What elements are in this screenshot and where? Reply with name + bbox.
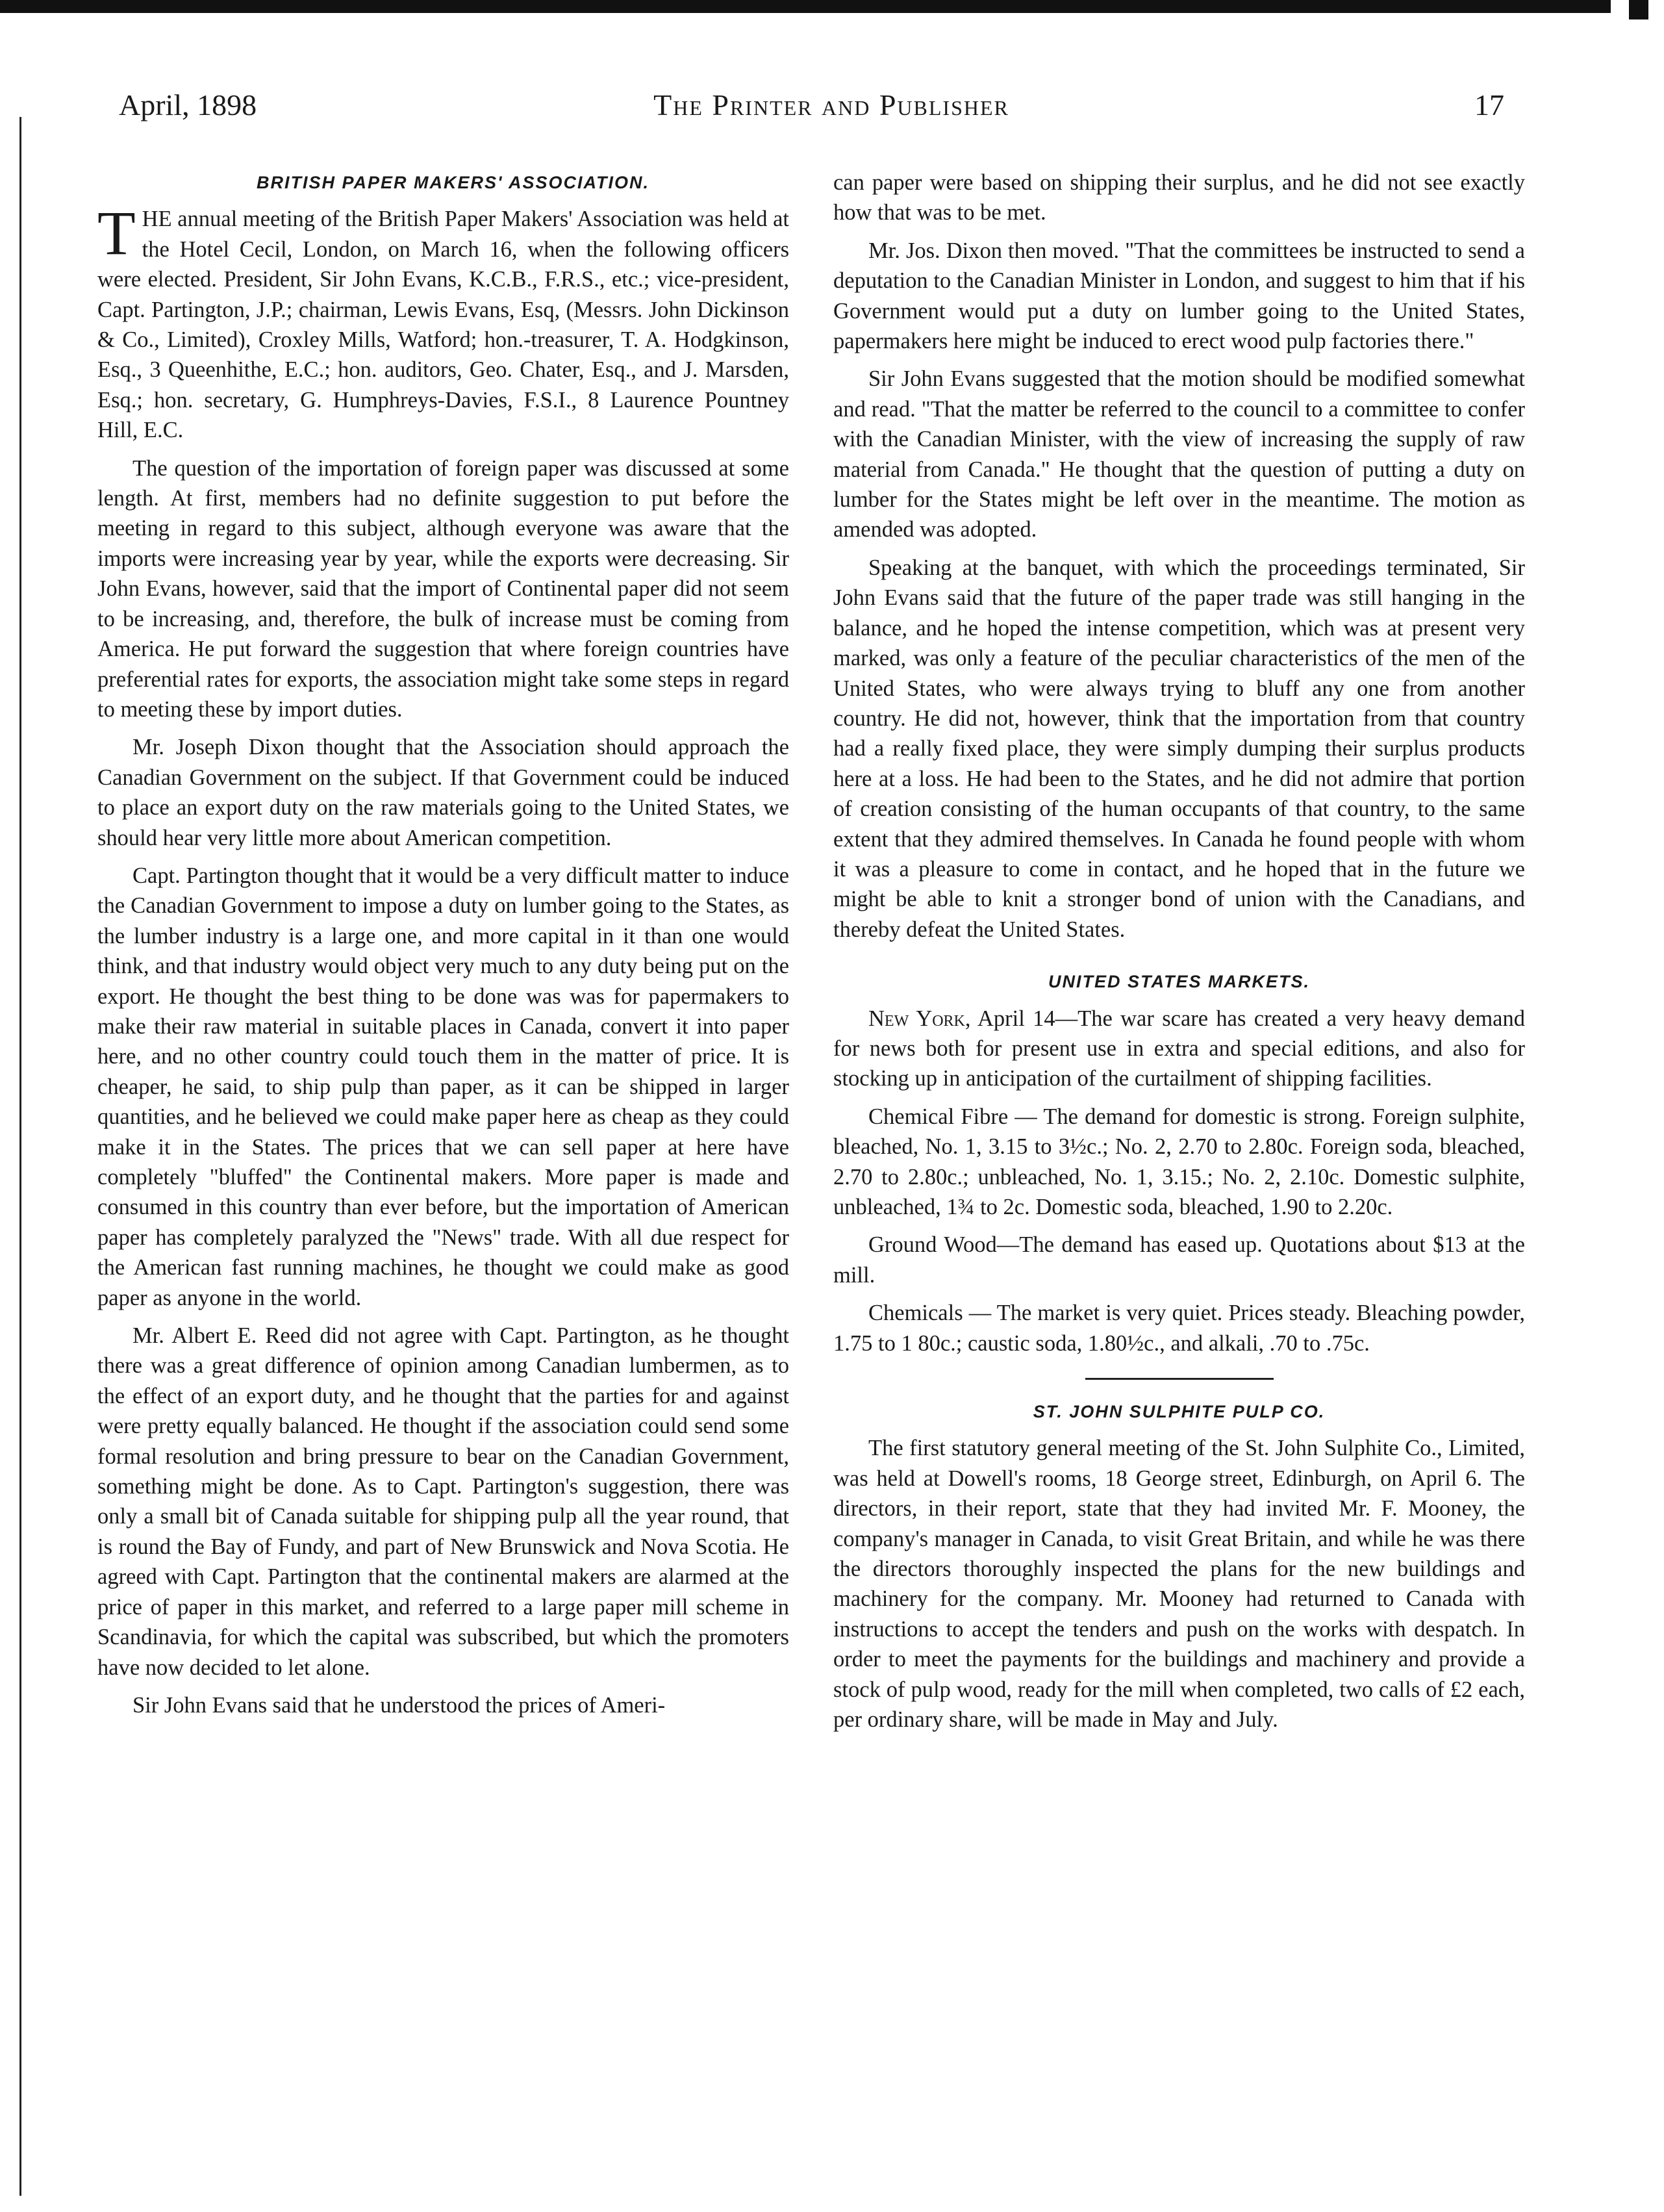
issue-date: April, 1898 bbox=[119, 88, 257, 121]
drop-cap: T bbox=[97, 198, 136, 268]
running-head bbox=[0, 88, 1664, 127]
section-divider bbox=[1085, 1378, 1274, 1380]
right-column bbox=[833, 168, 1525, 1743]
paragraph bbox=[833, 1004, 1525, 1094]
paragraph: The first statutory general meeting of the St. John Sulphite Co., Limited, was held at Dowell's rooms, 18 George street, Edinburgh, on April 6. The directors, in their report, state that they had invited Mr. F. Mooney, the company's manager in Canada, to visit Great Britain, and while he was there the directors thoroughly inspected the plans for the new buildings and machinery for the company. Mr. Mooney had returned to Canada with instructions to accept the tenders and push on the works with despatch. In order to meet the payments for the buildings and machinery and provide a stock of pulp wood, ready for the mill when completed, two calls of £2 each, per ordinary share, will be made in May and July. bbox=[833, 1436, 1525, 1733]
dateline: New York, bbox=[868, 1006, 971, 1031]
paragraph-continued: can paper were based on shipping their surplus, and he did not see exactly how that was to be met. bbox=[833, 170, 1525, 225]
publication-title: The Printer and Publisher bbox=[653, 88, 1009, 121]
paragraph: Speaking at the banquet, with which the proceedings terminated, Sir John Evans said that the future of the paper trade was still hanging in the balance, and he hoped the intense competition, which was at present very marked, was only a feature of the peculiar characteristics of the men of the United States, who were always trying to bluff any one from another country. He did not, however, think that the importation from that country had a really fixed place, they were simply dumping their surplus products here at a loss. He had been to the States, and he did not admire that portion of creation consisting of the human occupants of that country, to the same extent that they admired themselves. In Canada he found people with whom it was a pleasure to come in contact, and he hoped that in the future we might be able to knit a stronger bond of union with the Canadians, and thereby defeat the United States. bbox=[833, 555, 1525, 942]
corner-mark bbox=[1629, 0, 1648, 19]
paragraph: Mr. Jos. Dixon then moved. "That the committees be instructed to send a deputation to the Canadian Minister in London, and suggest to him that if his Government would put a duty on lumber going to the United States, papermakers here might be induced to erect wood pulp factories there." bbox=[833, 238, 1525, 354]
article-heading-british: BRITISH PAPER MAKERS' ASSOCIATION. bbox=[257, 173, 649, 192]
binding-edge bbox=[19, 117, 21, 2196]
paragraph: Sir John Evans said that he understood the prices of Ameri- bbox=[132, 1692, 666, 1718]
paragraph: The question of the importation of foreign paper was discussed at some length. At first, members had no definite suggestion to put before the meeting in regard to this subject, although everyone was aware that the imports were increasing year by year, while the exports were decreasing. Sir John Evans, however, said that the import of Continental paper did not seem to be increasing, and, therefore, the bulk of increase must be coming from America. He put forward the suggestion that where foreign countries have preferential rates for exports, the association might take some steps in regard to meeting these by import duties. bbox=[97, 455, 789, 722]
paragraph: Mr. Albert E. Reed did not agree with Capt. Partington, as he thought there was a great difference of opinion among Canadian lumbermen, as to the effect of an export duty, and he thought that the parties for and against were pretty equally balanced. He thought if the association could send some formal resolution and bring pressure to bear on the Canadian Government, something might be done. As to Capt. Partington's suggestion, there was only a small bit of Canada suitable for shipping pulp all the year round, that is round the Bay of Fundy, and part of New Brunswick and Nova Scotia. He agreed with Capt. Partington that the continental makers are alarmed at the price of paper in this market, and referred to a large paper mill scheme in Scandinavia, for which the capital was subscribed, but which the promoters have now decided to let alone. bbox=[97, 1323, 789, 1680]
article-heading-us-markets: UNITED STATES MARKETS. bbox=[1048, 972, 1310, 992]
paragraph-text: April 14—The war scare has created a very heavy demand for news both for present use in extra and special editions, and also for stocking up in anticipation of the curtailment of shipping facilities. bbox=[833, 1006, 1525, 1091]
top-rule bbox=[0, 0, 1611, 13]
paragraph: Chemical Fibre — The demand for domestic is strong. Foreign sulphite, bleached, No. 1, 3.15 to 3½c.; No. 2, 2.70 to 2.80c. Foreign soda, bleached, 2.70 to 2.80c.; unbleached, No. 1, 3.15.; No. 2, 2.10c. Domestic sulphite, unbleached, 1¾ to 2c. Domestic soda, bleached, 1.90 to 2.20c. bbox=[833, 1104, 1525, 1219]
paragraph: Capt. Partington thought that it would be a very difficult matter to induce the Canadian Government to impose a duty on lumber going to the States, as the lumber industry is a large one, and more capital in it than one would think, and that industry would object very much to any duty being put on the export. He thought the best thing to be done was was for papermakers to make their raw material in suitable places in Canada, convert it into paper here, and no other country could touch them in the matter of price. It is cheaper, he said, to ship pulp than paper, as it can be shipped in larger quantities, and he believed we could make paper here as cheap as they could make it in the States. The prices that we can sell paper at here have completely "bluffed" the Continental makers. More paper is made and consumed in this country than ever before, but the importation of American paper has completely paralyzed the "News" trade. With all due respect for the American fast running machines, he thought we could make as good paper as anyone in the world. bbox=[97, 863, 789, 1310]
paragraph-text: HE annual meeting of the British Paper Makers' Association was held at the Hotel Cecil, London, on March 16, when the following officers were elected. President, Sir John Evans, K.C.B., F.R.S., etc.; vice-president, Capt. Partington, J.P.; chairman, Lewis Evans, Esq, (Messrs. John Dickinson & Co., Limited), Croxley Mills, Watford; hon.-treasurer, T. A. Hodgkinson, Esq., 3 Queenhithe, E.C.; hon. auditors, Geo. Chater, Esq., and J. Marsden, Esq.; hon. secretary, G. Humphreys-Davies, F.S.I., 8 Laurence Pountney Hill, E.C. bbox=[97, 207, 789, 443]
paragraph bbox=[97, 198, 789, 445]
paragraph: Chemicals — The market is very quiet. Prices steady. Bleaching powder, 1.75 to 1 80c.; caustic soda, 1.80½c., and alkali, .70 to .75c. bbox=[833, 1301, 1525, 1356]
paragraph: Mr. Joseph Dixon thought that the Association should approach the Canadian Government on the subject. If that Government could be induced to place an export duty on the raw materials going to the United States, we should hear very little more about American competition. bbox=[97, 735, 789, 850]
paragraph: Ground Wood—The demand has eased up. Quotations about $13 at the mill. bbox=[833, 1232, 1525, 1288]
page-number: 17 bbox=[1474, 88, 1504, 121]
paragraph: Sir John Evans suggested that the motion should be modified somewhat and read. "That the matter be referred to the council to a committee to confer with the Canadian Minister, with the view of increasing the supply of raw material from Canada." He thought that the question of putting a duty on lumber for the States might be left over in the meantime. The motion as amended was adopted. bbox=[833, 366, 1525, 542]
left-column bbox=[97, 168, 789, 1728]
article-heading-st-john: ST. JOHN SULPHITE PULP CO. bbox=[1033, 1402, 1326, 1422]
